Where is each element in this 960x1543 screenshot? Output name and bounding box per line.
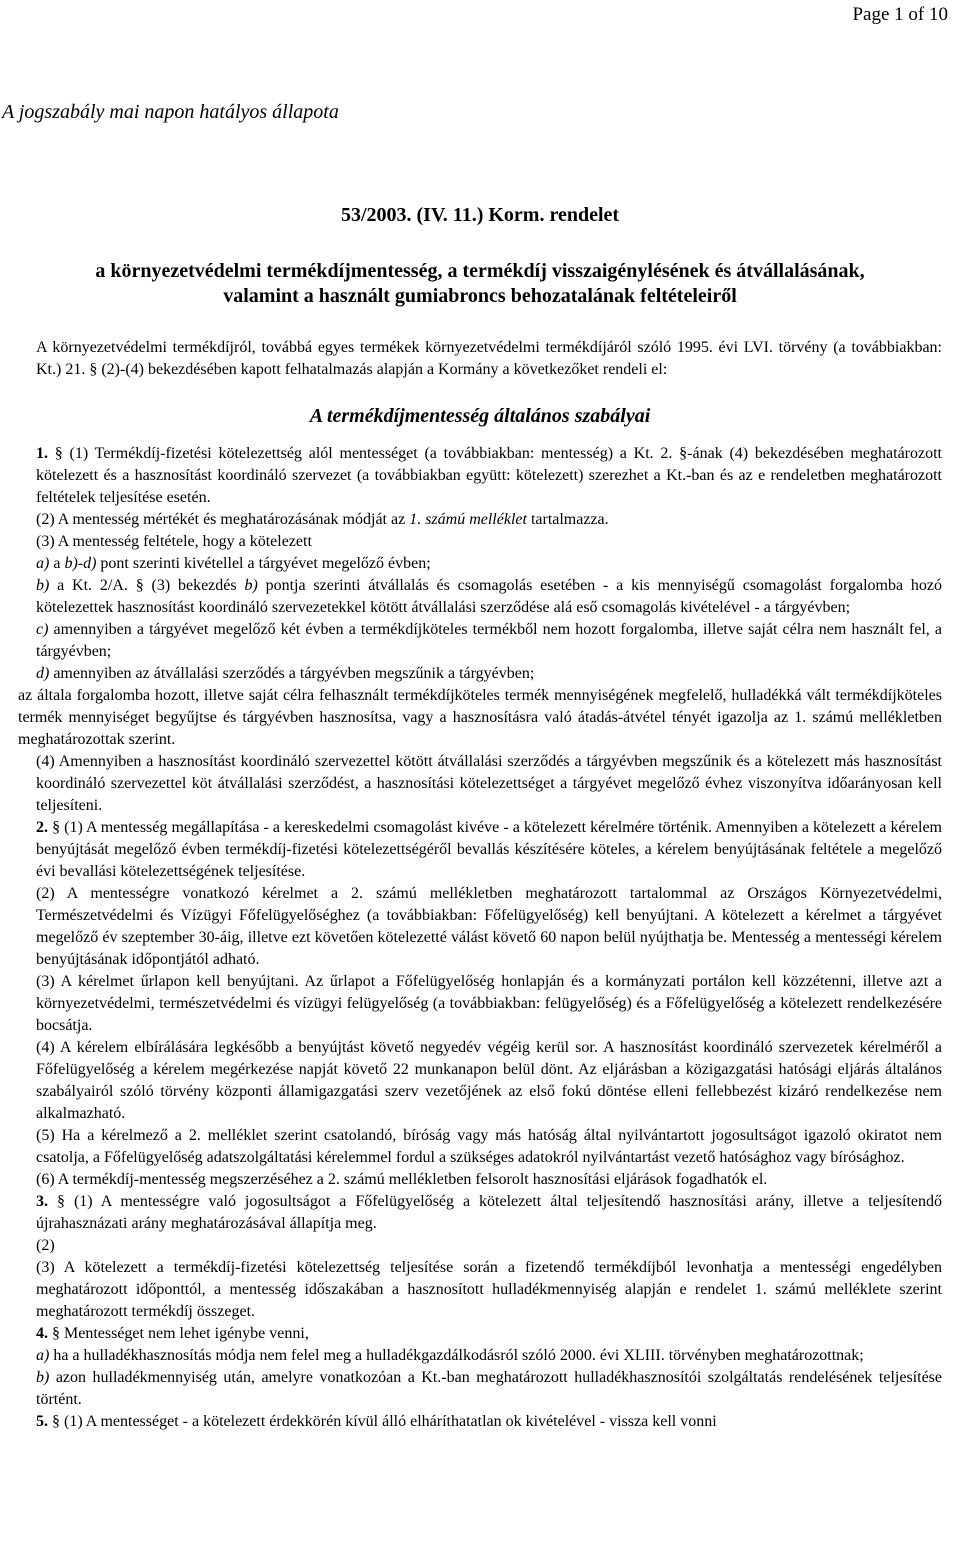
section-number: 5. [36,1413,48,1430]
paragraph: (3) A mentesség feltétele, hogy a kötelezett [36,533,312,550]
paragraph: (3) A kérelmet űrlapon kell benyújtani. Az űrlapot a Főfelügyelőség honlapján és a kormányzati portálon kell közzétenni, illetve azt a környezetvédelmi, természetvédelmi és vízügyi felügyelőség (a továbbiakban: felügyelőség) és a Főfelügyelőség a kötelezett rendelkezésére bocsátja. [36,973,942,1034]
paragraph [18,1323,942,1345]
section-title: A termékdíjmentesség általános szabályai [309,405,651,427]
paragraph: (4) A kérelem elbírálására legkésőbb a benyújtást követő negyedév végéig kerül sor. A hasznosítást koordináló szervezetek kérelméről a Főfelügyelőség a kérelem megérkezése napját követő 22 munkanapon belül dönt. Az eljárásban a közigazgatási hatósági eljárás általános szabályairól szóló törvény központi államigazgatási szerv vezetőjének az első fokú döntése elleni fellebbezést kizáró rendelkezése nem alkalmazható. [36,1039,942,1122]
paragraph: (3) A kötelezett a termékdíj-fizetési kötelezettség teljesítése során a fizetendő termékdíjból levonhatja a mentességi engedélyben meghatározott időponttól, a mentesség időszakában a hasznosított hulladékmennyiség alapján e rendelet 1. számú melléklete szerint meghatározott termékdíj összeget. [36,1259,942,1320]
paragraph: (5) Ha a kérelmező a 2. melléklet szerint csatolandó, bíróság vagy más hatóság által nyilvántartott jogosultságot igazoló okiratot nem csatolja, a Főfelügyelőség adatszolgáltatási kérelemmel fordul a szükséges adatokról nyilvántartást vezető hatósághoz vagy bírósághoz. [36,1127,942,1166]
item-letter: d) [36,665,50,682]
section-number: 3. [36,1193,48,1210]
section-number: 4. [36,1325,48,1342]
list-item [18,663,942,685]
preamble: A környezetvédelmi termékdíjról, továbbá egyes termékek környezetvédelmi termékdíjáról szóló 1995. évi LVI. törvény (a továbbiakban: Kt.) 21. § (2)-(4) bekezdésében kapott felhatalmazás alapján a Kormány a következőket rendeli el: [36,339,942,378]
item-text: amennyiben a tárgyévet megelőző két évben a termékdíjköteles termékből nem hozott forgalomba, illetve saját célra nem használt fel, a tárgyévben; [36,621,942,660]
paragraph: (4) Amennyiben a hasznosítást koordináló szervezettel kötött átvállalási szerződés a tárgyévben megszűnik és a kötelezett más hasznosítást koordináló szervezettel köt átvállalási szerződést, a hasznosítási kötelezettséget a tárgyévet megelőző évhez viszonyítva időarányosan kell teljesíteni. [36,753,942,814]
list-item [18,553,942,575]
item-text: azon hulladékmennyiség után, amelyre vonatkozóan a Kt.-ban meghatározott hulladékhasznosítói szolgáltatás rendelésének teljesítése történt. [36,1369,942,1408]
item-letter: a) [36,1347,50,1364]
paragraph-text: § Mentességet nem lehet igénybe venni, [52,1325,309,1342]
item-text: pont szerinti kivétellel a tárgyévet megelőző évben; [96,555,431,572]
paragraph: (2) [36,1237,55,1254]
list-item [18,575,942,619]
paragraph: az általa forgalomba hozott, illetve saját célra felhasznált termékdíjköteles termék mennyiségének megfelelő, hulladékká vált termékdíjköteles termék mennyiséget begyűjtse és tárgyévben hasznosítsa, vagy a hasznosításra való átadás-átvétel tényét igazolja az 1. számú mellékletben meghatározottak szerint. [18,687,942,748]
paragraph [18,443,942,509]
paragraph-text: (2) A mentesség mértékét és meghatározásának módját az [36,511,410,528]
paragraph [18,1191,942,1235]
title-line: a környezetvédelmi termékdíjmentesség, a termékdíj visszaigénylésének és átvállalásának, [95,260,865,282]
paragraph: (2) A mentességre vonatkozó kérelmet a 2. számú mellékletben meghatározott tartalommal az Országos Környezetvédelmi, Természetvédelmi és Vízügyi Főfelügyelőséghez (a továbbiakban: Főfelügyelőség) kell benyújtani. A kötelezett a kérelmet a tárgyévet megelőző év szeptember 30-áig, illetve ezt követően kötelezetté válást követő 60 napon belül nyújthatja be. Mentesség a mentességi kérelem benyújtásának időpontjától adható. [36,885,942,968]
item-letter: b) [244,577,258,594]
reference-link[interactable]: 1. számú melléklet [409,511,527,528]
document-title [0,259,960,309]
list-item [18,619,942,663]
item-text: a [49,555,65,572]
item-letter: c) [36,621,49,638]
paragraph-text: § (1) A mentességet - a kötelezett érdekkörén kívül álló elháríthatatlan ok kivételével - vissza kell vonni [52,1413,717,1430]
paragraph-text: § (1) Termékdíj-fizetési kötelezettség alól mentességet (a továbbiakban: mentesség) a Kt. 2. §-ának (4) bekezdésében meghatározott kötelezett és a hasznosítást koordináló szervezet (a továbbiakban együtt: kötelezett) szerezhet a Kt.-ban és az e rendeletben meghatározott feltételek teljesítése esetén. [36,445,942,506]
paragraph [18,817,942,883]
item-letter: b) [36,577,50,594]
item-text: a Kt. 2/A. § (3) bekezdés [49,577,245,594]
title-line: valamint a használt gumiabroncs behozatalának feltételeiről [223,285,737,307]
document-number: 53/2003. (IV. 11.) Korm. rendelet [340,204,620,226]
paragraph: (6) A termékdíj-mentesség megszerzéséhez a 2. számú mellékletben felsorolt hasznosítási eljárások fogadhatók el. [36,1171,768,1188]
list-item [18,1345,942,1367]
item-text: pontja szerinti átvállalás és csomagolás esetében - a kis mennyiségű csomagolást forgalomba hozó kötelezettek hasznosítást koordináló szervezetekkel kötött átvállalási szerződése alá eső csomagolás kivételével - a tárgyévben; [36,577,943,616]
paragraph-text: § (1) A mentességre való jogosultságot a Főfelügyelőség a kötelezett által teljesítendő hasznosítási arány, illetve a teljesítendő újrahasznázati arány meghatározásával állapítja meg. [36,1193,943,1232]
item-text: amennyiben az átvállalási szerződés a tárgyévben megszűnik a tárgyévben; [49,665,535,682]
section-number: 1. [36,445,48,462]
list-item [18,1367,942,1411]
item-letter: b)-d) [64,555,97,572]
item-text: ha a hulladékhasznosítás módja nem felel meg a hulladékgazdálkodásról szóló 2000. évi XLIII. törvényben meghatározottnak; [49,1347,864,1364]
document-status: A jogszabály mai napon hatályos állapota [2,101,339,123]
paragraph [18,509,942,531]
paragraph-text: tartalmazza. [526,511,609,528]
section-number: 2. [36,819,48,836]
paragraph [18,1411,942,1433]
document-body [18,337,942,1433]
paragraph-text: § (1) A mentesség megállapítása - a kereskedelmi csomagolást kivéve - a kötelezett kérelmére történik. Amennyiben a kötelezett a kérelem benyújtását megelőző évben termékdíj-fizetési kötelezettségéről bevallás készítésére köteles, a kérelem benyújtásának feltétele a megelőző évi bevallási kötelezettségének teljesítése. [36,819,942,880]
item-letter: a) [36,555,50,572]
page-number: Page 1 of 10 [852,4,948,25]
item-letter: b) [36,1369,50,1386]
